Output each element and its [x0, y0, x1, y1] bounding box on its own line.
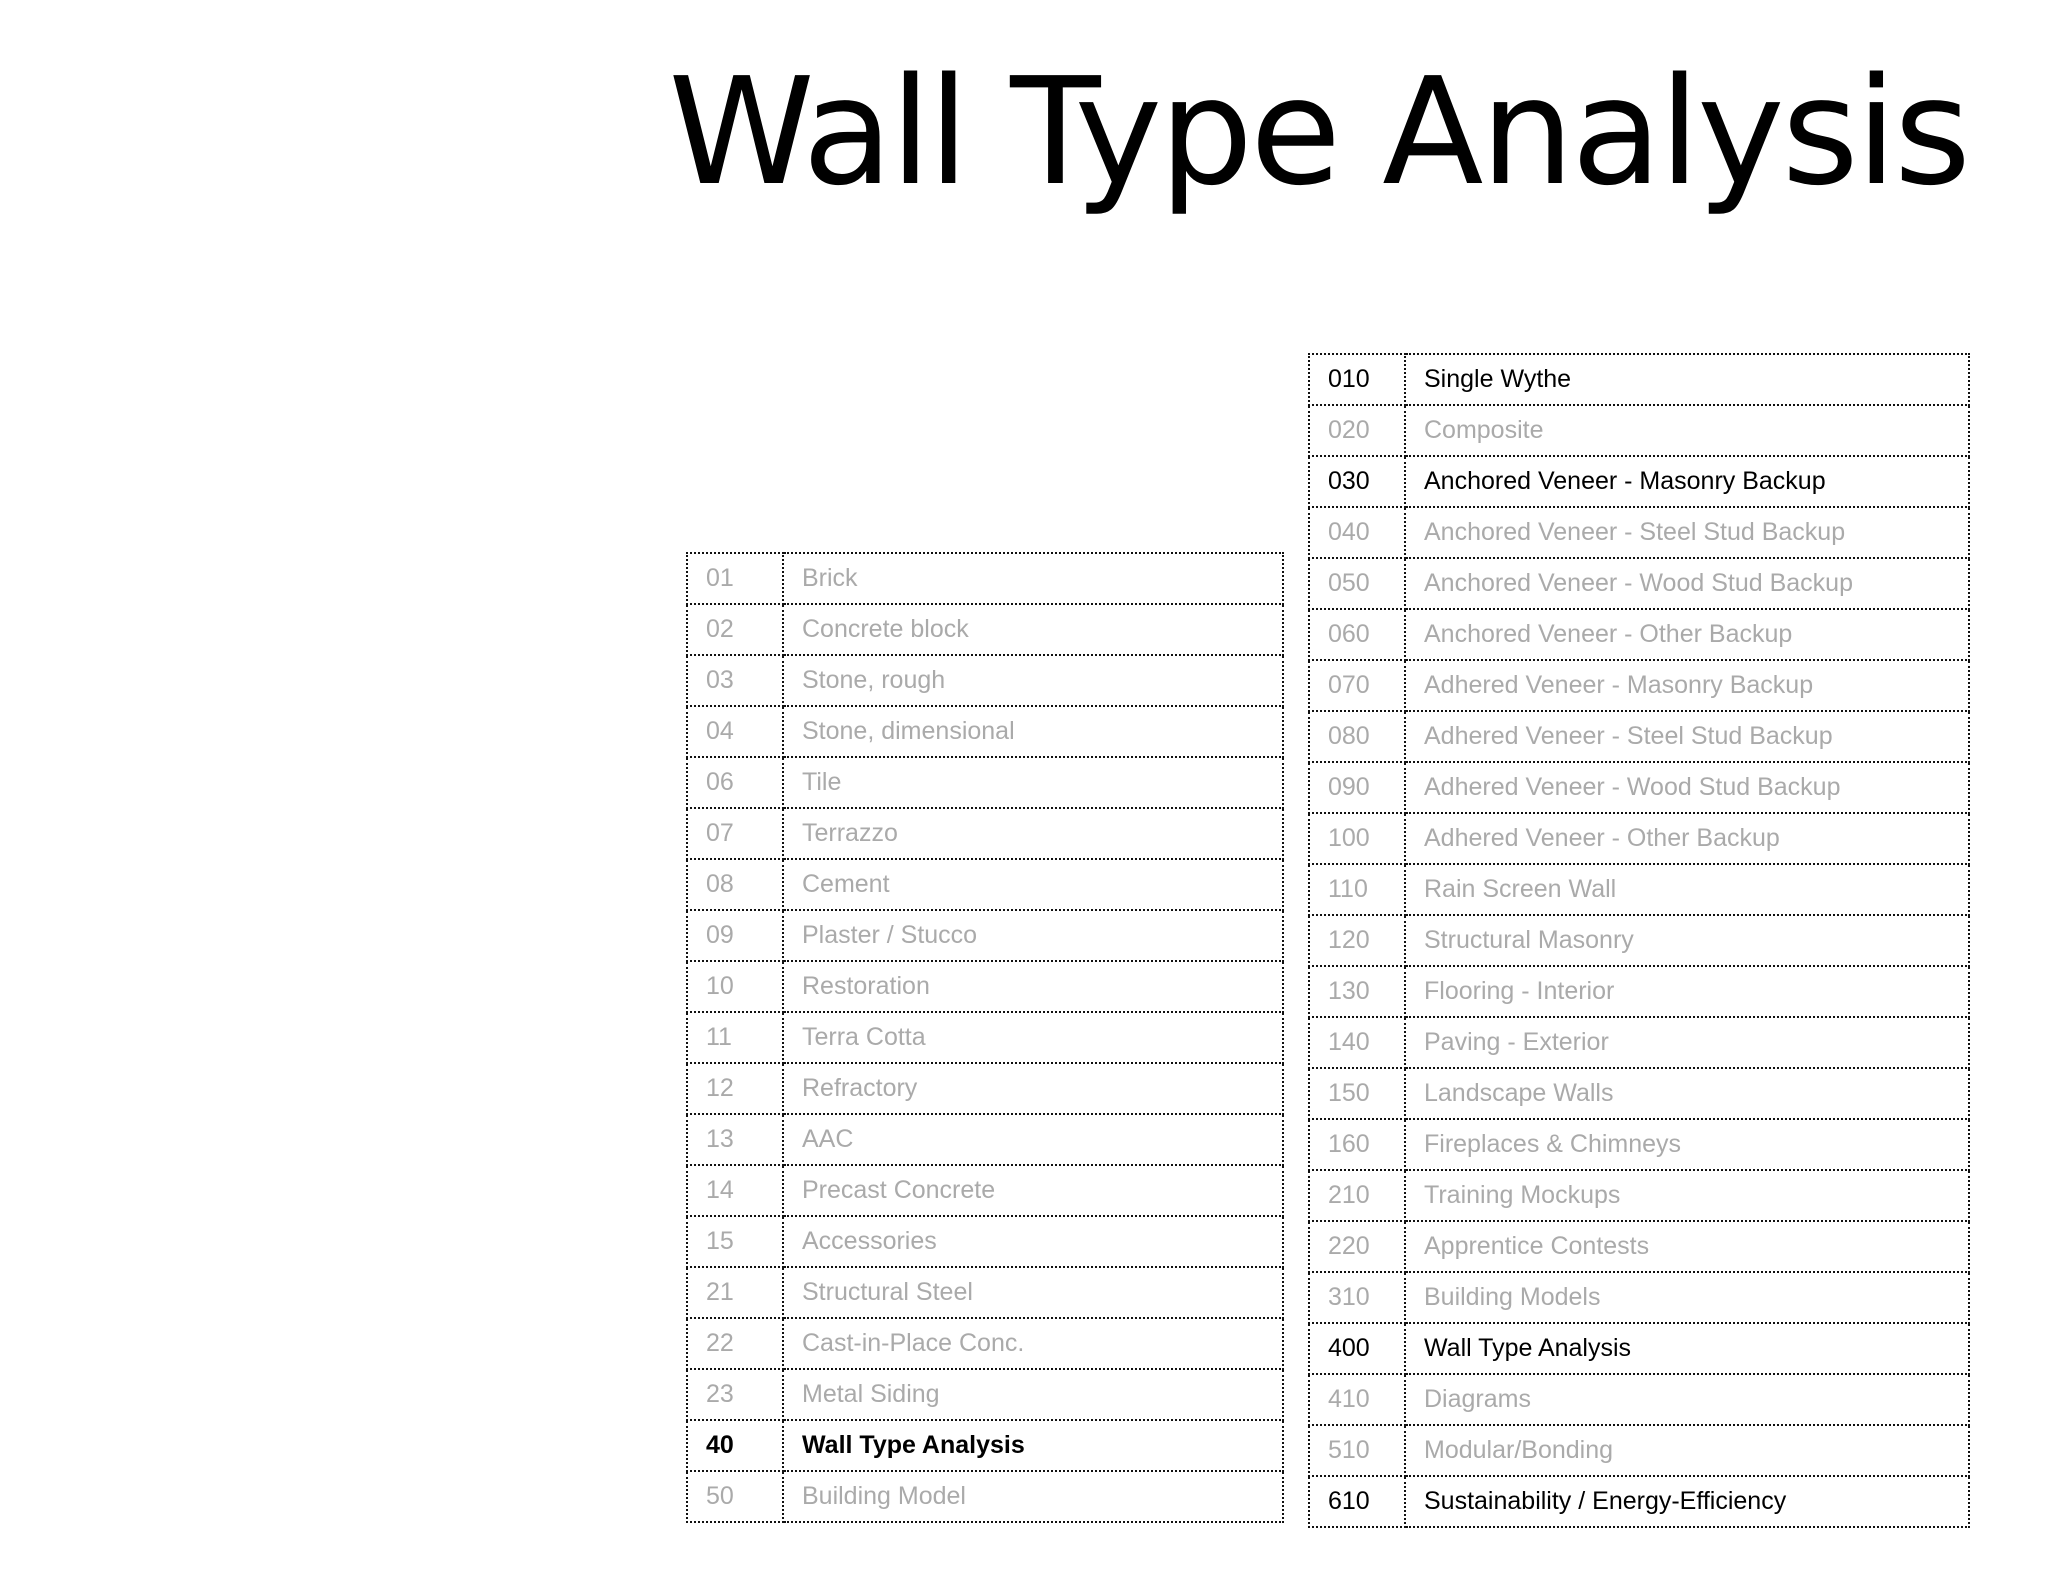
index-row [1309, 1119, 1969, 1170]
section-index-body [1309, 354, 1969, 1527]
index-label: Brick [783, 553, 1283, 604]
index-label: Cast-in-Place Conc. [783, 1318, 1283, 1369]
index-label: Modular/Bonding [1405, 1425, 1969, 1476]
index-label: Anchored Veneer - Steel Stud Backup [1405, 507, 1969, 558]
index-row [1309, 1221, 1969, 1272]
index-label: Plaster / Stucco [783, 910, 1283, 961]
index-row [1309, 864, 1969, 915]
index-code: 04 [687, 706, 783, 757]
index-label: Restoration [783, 961, 1283, 1012]
index-row[interactable] [687, 1420, 1283, 1471]
index-code: 23 [687, 1369, 783, 1420]
index-code: 060 [1309, 609, 1405, 660]
index-label: Rain Screen Wall [1405, 864, 1969, 915]
index-code: 130 [1309, 966, 1405, 1017]
index-label: Adhered Veneer - Steel Stud Backup [1405, 711, 1969, 762]
index-row[interactable] [1309, 456, 1969, 507]
index-row [687, 1063, 1283, 1114]
index-label[interactable]: Anchored Veneer - Masonry Backup [1405, 456, 1969, 507]
index-label: Structural Masonry [1405, 915, 1969, 966]
index-label[interactable]: Sustainability / Energy-Efficiency [1405, 1476, 1969, 1527]
index-row [687, 757, 1283, 808]
index-label: Training Mockups [1405, 1170, 1969, 1221]
index-code: 02 [687, 604, 783, 655]
index-row [1309, 558, 1969, 609]
index-label: Paving - Exterior [1405, 1017, 1969, 1068]
index-code: 50 [687, 1471, 783, 1522]
index-code: 410 [1309, 1374, 1405, 1425]
index-code: 150 [1309, 1068, 1405, 1119]
index-code: 050 [1309, 558, 1405, 609]
index-code: 140 [1309, 1017, 1405, 1068]
index-label: Terrazzo [783, 808, 1283, 859]
index-label[interactable]: Wall Type Analysis [783, 1420, 1283, 1471]
index-label: Flooring - Interior [1405, 966, 1969, 1017]
index-code: 13 [687, 1114, 783, 1165]
index-code: 12 [687, 1063, 783, 1114]
index-label: Anchored Veneer - Other Backup [1405, 609, 1969, 660]
index-row [687, 1471, 1283, 1522]
index-code: 11 [687, 1012, 783, 1063]
index-code: 06 [687, 757, 783, 808]
index-row [1309, 762, 1969, 813]
index-code: 21 [687, 1267, 783, 1318]
index-row [1309, 915, 1969, 966]
index-code: 10 [687, 961, 783, 1012]
index-code: 510 [1309, 1425, 1405, 1476]
category-index-table [686, 552, 1284, 1523]
page-title: Wall Type Analysis [668, 46, 1968, 218]
index-row [1309, 966, 1969, 1017]
index-code: 400 [1309, 1323, 1405, 1374]
index-row [687, 961, 1283, 1012]
index-code: 020 [1309, 405, 1405, 456]
index-label: Precast Concrete [783, 1165, 1283, 1216]
index-code: 030 [1309, 456, 1405, 507]
index-row[interactable] [1309, 354, 1969, 405]
index-label: Building Models [1405, 1272, 1969, 1323]
index-row [1309, 405, 1969, 456]
index-code: 160 [1309, 1119, 1405, 1170]
index-row [687, 808, 1283, 859]
index-code: 080 [1309, 711, 1405, 762]
index-label: Fireplaces & Chimneys [1405, 1119, 1969, 1170]
index-code: 40 [687, 1420, 783, 1471]
index-row [687, 1318, 1283, 1369]
index-label: Structural Steel [783, 1267, 1283, 1318]
index-code: 220 [1309, 1221, 1405, 1272]
index-code: 22 [687, 1318, 783, 1369]
index-label: Diagrams [1405, 1374, 1969, 1425]
index-code: 100 [1309, 813, 1405, 864]
index-label[interactable]: Single Wythe [1405, 354, 1969, 405]
index-row [687, 655, 1283, 706]
index-row [1309, 1068, 1969, 1119]
index-code: 120 [1309, 915, 1405, 966]
index-code: 03 [687, 655, 783, 706]
index-label: Adhered Veneer - Masonry Backup [1405, 660, 1969, 711]
index-label: Refractory [783, 1063, 1283, 1114]
index-row [687, 1216, 1283, 1267]
index-label: Adhered Veneer - Other Backup [1405, 813, 1969, 864]
category-index-body [687, 553, 1283, 1522]
index-row [687, 859, 1283, 910]
index-label: Terra Cotta [783, 1012, 1283, 1063]
index-label: Composite [1405, 405, 1969, 456]
index-code: 08 [687, 859, 783, 910]
index-row [687, 604, 1283, 655]
index-code: 070 [1309, 660, 1405, 711]
index-row[interactable] [1309, 1323, 1969, 1374]
index-label: Landscape Walls [1405, 1068, 1969, 1119]
index-row [687, 1165, 1283, 1216]
index-row [687, 706, 1283, 757]
index-row [1309, 1170, 1969, 1221]
index-label: Anchored Veneer - Wood Stud Backup [1405, 558, 1969, 609]
index-label: Stone, rough [783, 655, 1283, 706]
index-label: Metal Siding [783, 1369, 1283, 1420]
index-label: Apprentice Contests [1405, 1221, 1969, 1272]
index-row [687, 1114, 1283, 1165]
index-row [1309, 1017, 1969, 1068]
index-label: Building Model [783, 1471, 1283, 1522]
index-row [687, 1267, 1283, 1318]
index-row [1309, 507, 1969, 558]
index-row [687, 910, 1283, 961]
index-label: Stone, dimensional [783, 706, 1283, 757]
index-code: 01 [687, 553, 783, 604]
index-row[interactable] [1309, 1476, 1969, 1527]
index-row [1309, 711, 1969, 762]
index-code: 110 [1309, 864, 1405, 915]
index-label[interactable]: Wall Type Analysis [1405, 1323, 1969, 1374]
index-label: Concrete block [783, 604, 1283, 655]
index-label: Cement [783, 859, 1283, 910]
index-code: 610 [1309, 1476, 1405, 1527]
index-label: Accessories [783, 1216, 1283, 1267]
index-code: 310 [1309, 1272, 1405, 1323]
index-code: 090 [1309, 762, 1405, 813]
index-code: 15 [687, 1216, 783, 1267]
index-row [1309, 1425, 1969, 1476]
index-row [1309, 813, 1969, 864]
index-row [687, 1369, 1283, 1420]
index-label: Adhered Veneer - Wood Stud Backup [1405, 762, 1969, 813]
index-code: 07 [687, 808, 783, 859]
section-index-table [1308, 353, 1970, 1528]
index-row [1309, 1272, 1969, 1323]
index-code: 210 [1309, 1170, 1405, 1221]
index-row [1309, 609, 1969, 660]
index-row [687, 1012, 1283, 1063]
index-code: 14 [687, 1165, 783, 1216]
index-code: 010 [1309, 354, 1405, 405]
index-label: Tile [783, 757, 1283, 808]
index-row [1309, 1374, 1969, 1425]
index-code: 09 [687, 910, 783, 961]
index-label: AAC [783, 1114, 1283, 1165]
index-row [687, 553, 1283, 604]
index-row [1309, 660, 1969, 711]
index-code: 040 [1309, 507, 1405, 558]
